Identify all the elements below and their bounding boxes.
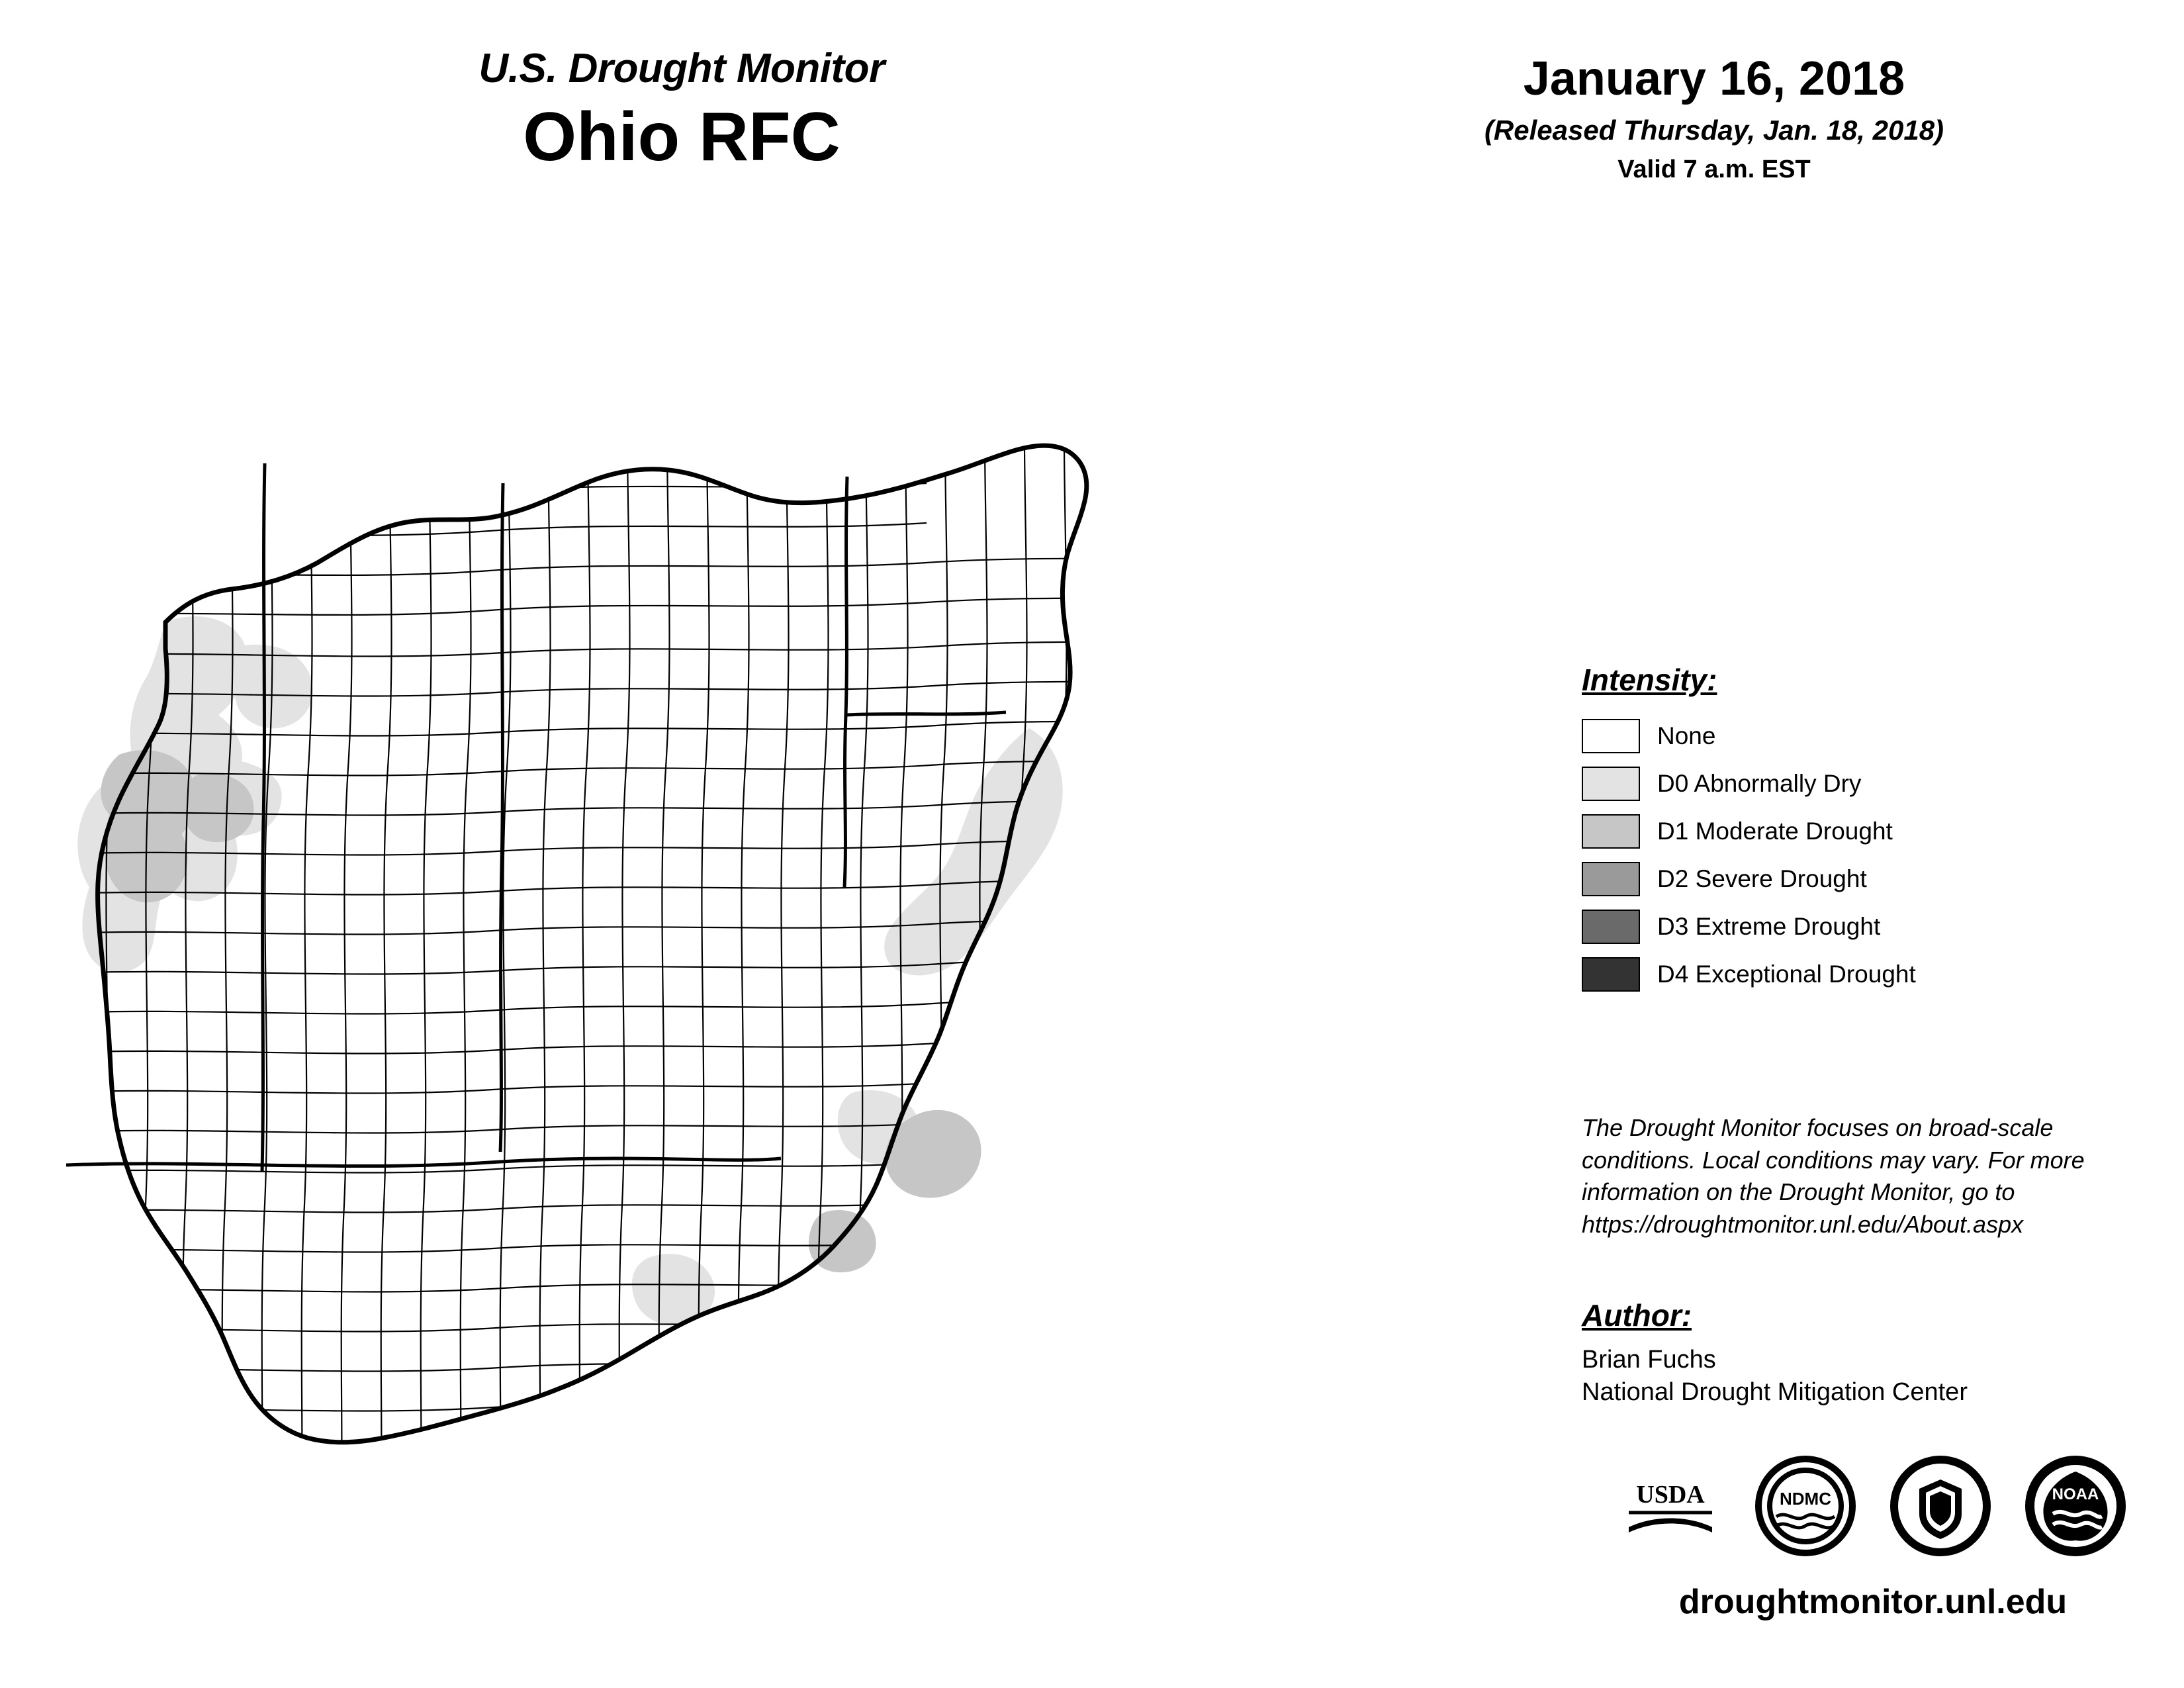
legend-item-none <box>1582 712 2151 760</box>
release-date: (Released Thursday, Jan. 18, 2018) <box>1484 115 1944 146</box>
legend-item-d1 <box>1582 808 2151 855</box>
legend-swatch-d1 <box>1582 814 1640 849</box>
author-affiliation: National Drought Mitigation Center <box>1582 1378 1968 1407</box>
legend-swatch-d4 <box>1582 957 1640 992</box>
legend-item-d0 <box>1582 760 2151 808</box>
drought-areas-d1 <box>101 750 981 1272</box>
legend-label-d1: D1 Moderate Drought <box>1657 818 1893 845</box>
legend-label-d2: D2 Severe Drought <box>1657 865 1867 892</box>
legend-item-d3 <box>1582 903 2151 951</box>
legend-item-d4 <box>1582 951 2151 998</box>
legend-item-d2 <box>1582 855 2151 903</box>
author-block <box>1582 1297 2164 1409</box>
svg-text:NOAA: NOAA <box>2052 1485 2099 1503</box>
ndmc-logo <box>1749 1450 1862 1562</box>
legend-label-d0: D0 Abnormally Dry <box>1657 770 1862 797</box>
author-heading: Author: <box>1582 1298 1692 1333</box>
legend-swatch-d2 <box>1582 862 1640 896</box>
logo-strip <box>1582 1443 2164 1569</box>
ohio-rfc-drought-map <box>66 344 1549 1622</box>
legend-label-d4: D4 Exceptional Drought <box>1657 961 1916 988</box>
valid-time: Valid 7 a.m. EST <box>1617 156 1811 184</box>
legend-label-none: None <box>1657 722 1716 749</box>
legend-label-d3: D3 Extreme Drought <box>1657 913 1881 940</box>
site-url[interactable]: droughtmonitor.unl.edu <box>1678 1583 2068 1621</box>
header-date-block <box>1357 53 2071 184</box>
program-name: U.S. Drought Monitor <box>478 46 885 91</box>
svg-text:NDMC: NDMC <box>1780 1489 1831 1509</box>
legend-title: Intensity: <box>1582 663 1717 697</box>
noaa-logo <box>2019 1450 2132 1562</box>
legend-swatch-d0 <box>1582 767 1640 801</box>
svg-text:USDA: USDA <box>1636 1481 1705 1509</box>
legend-panel <box>1582 662 2151 998</box>
usda-logo <box>1614 1450 1727 1562</box>
disclaimer-text: The Drought Monitor focuses on broad-scale conditions. Local conditions may vary. For more information on the Drought Monitor, go to https://droughtmonitor.unl.edu/About.aspx <box>1582 1114 2085 1238</box>
legend-swatch-none <box>1582 719 1640 753</box>
d0-area-west-lobe <box>234 645 313 729</box>
author-name: Brian Fuchs <box>1582 1346 1716 1374</box>
page-title: Ohio RFC <box>523 99 841 176</box>
map-county-lattice <box>66 344 1191 1483</box>
legend-swatch-d3 <box>1582 910 1640 944</box>
header-title-block <box>285 46 1079 177</box>
valid-date: January 16, 2018 <box>1523 52 1905 105</box>
usdc-logo <box>1884 1450 1997 1562</box>
